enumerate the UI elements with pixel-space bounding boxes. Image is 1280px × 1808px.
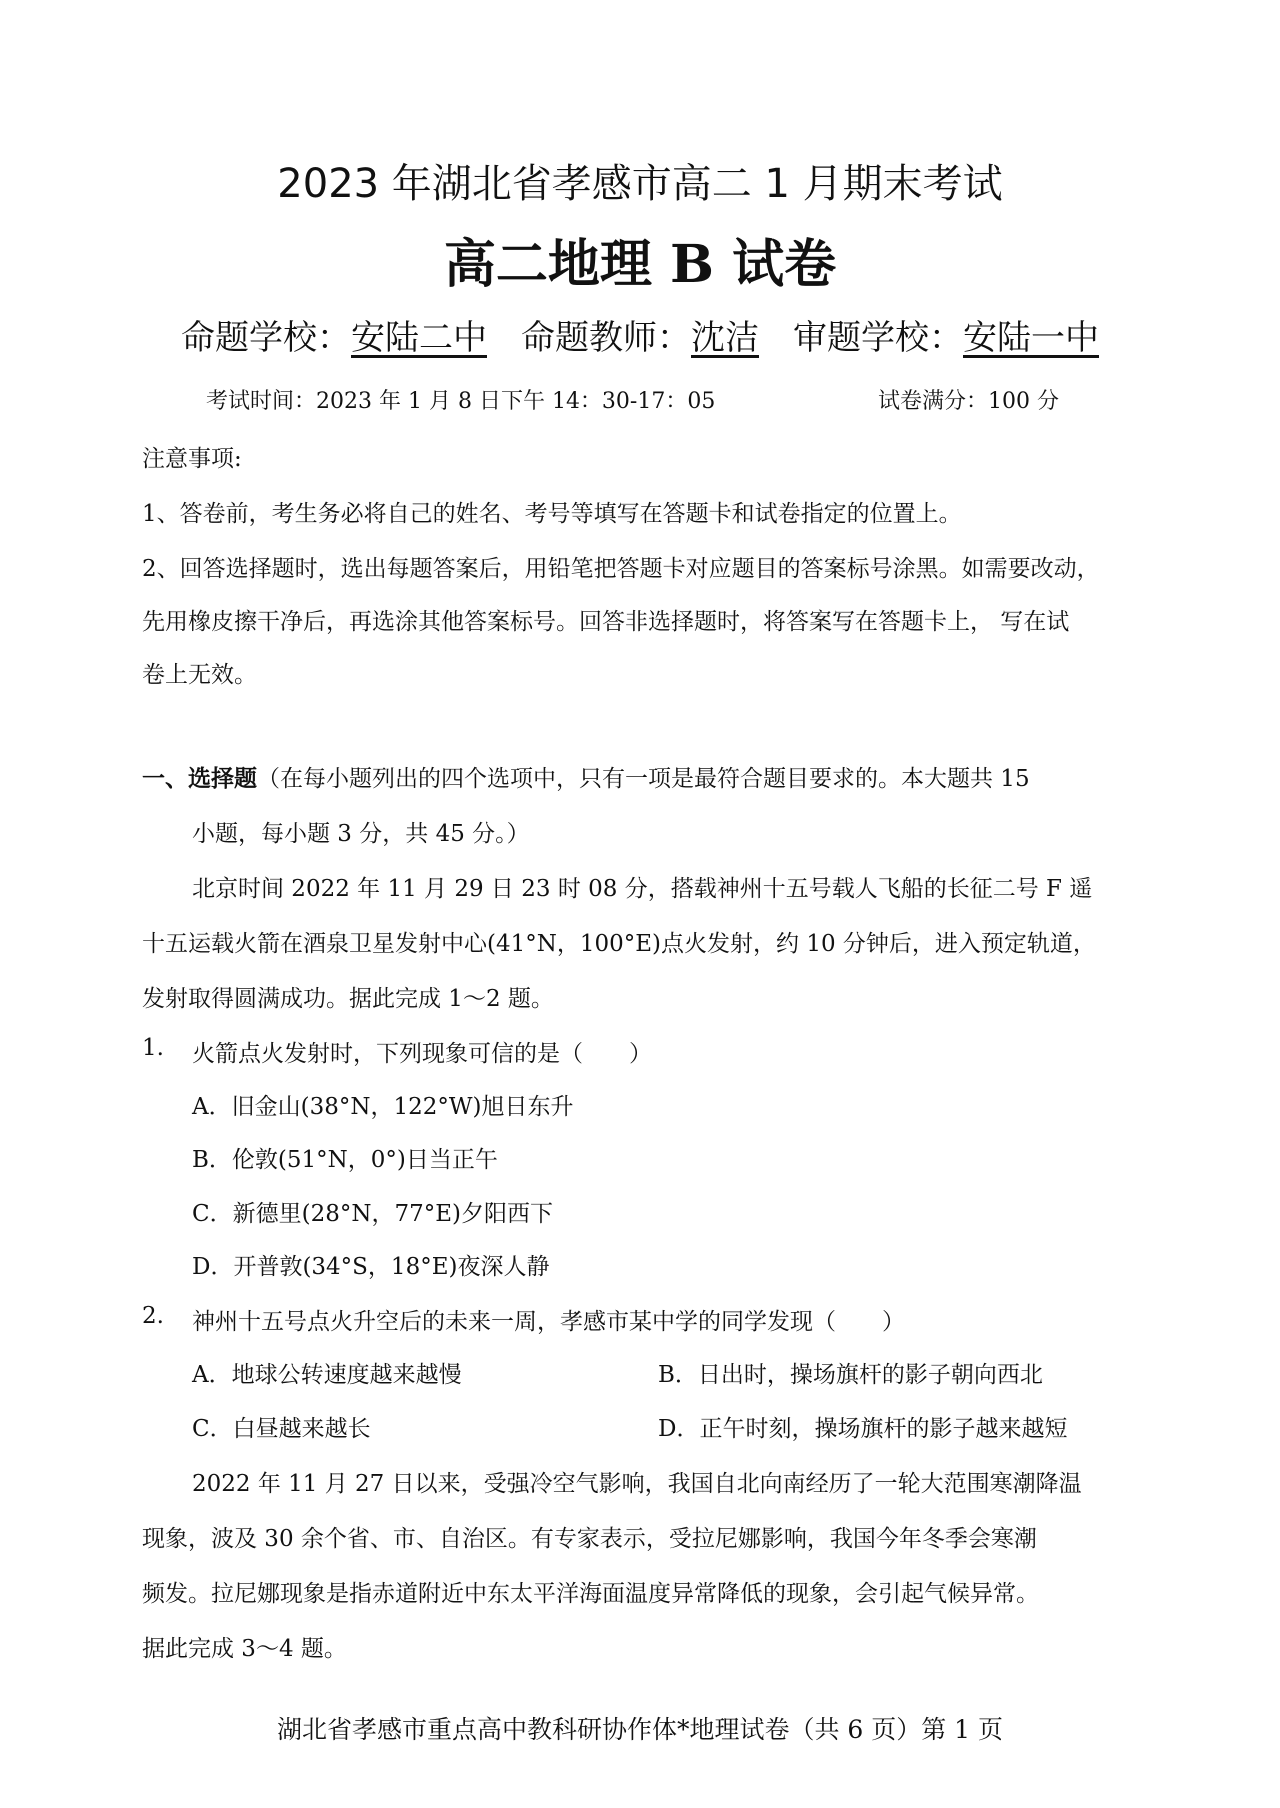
notice-item-2-line-2: 先用橡皮擦干净后，再选涂其他答案标号。回答非选择题时，将答案写在答题卡上， 写在试 <box>142 609 1070 635</box>
review-school: 安陆一中 <box>963 318 1099 358</box>
section-title: 一、选择题 <box>142 765 257 792</box>
notice-heading: 注意事项: <box>142 446 242 472</box>
exam-header-title: 2023 年湖北省孝感市高二 1 月期末考试 <box>277 161 1003 207</box>
proposition-school: 安陆二中 <box>351 318 487 358</box>
passage-1-line-2: 十五运载火箭在酒泉卫星发射中心(41°N，100°E)点火发射，约 10 分钟后，进入预定轨道， <box>142 931 1096 957</box>
question-1-stem: 火箭点火发射时，下列现象可信的是（ ） <box>192 1041 652 1067</box>
question-2-option-d: D．正午时刻，操场旗杆的影子越来越短 <box>658 1416 1068 1442</box>
passage-1-line-3: 发射取得圆满成功。据此完成 1～2 题。 <box>142 986 554 1012</box>
page-footer: 湖北省孝感市重点高中教科研协作体*地理试卷（共 6 页）第 1 页 <box>276 1715 1004 1744</box>
question-1-number: 1. <box>142 1035 164 1061</box>
notice-item-2-line-3: 卷上无效。 <box>142 662 257 688</box>
section-instruction-1: （在每小题列出的四个选项中，只有一项是最符合题目要求的。本大题共 15 <box>257 766 1030 792</box>
passage-2-line-1: 2022 年 11 月 27 日以来，受强冷空气影响，我国自北向南经历了一轮大范围寒潮降温 <box>192 1471 1082 1497</box>
section-instruction-2: 小题，每小题 3 分，共 45 分。） <box>192 821 530 847</box>
notice-item-1: 1、答卷前，考生务必将自己的姓名、考号等填写在答题卡和试卷指定的位置上。 <box>142 501 962 527</box>
question-1-option-d: D．开普敦(34°S，18°E)夜深人静 <box>192 1254 550 1280</box>
question-2-option-c: C．白昼越来越长 <box>192 1416 371 1442</box>
exam-time: 考试时间：2023 年 1 月 8 日下午 14：30-17：05 <box>206 389 716 414</box>
question-1-option-a: A．旧金山(38°N，122°W)旭日东升 <box>192 1094 574 1120</box>
question-2-number: 2. <box>142 1303 164 1329</box>
credits-line <box>0 310 1280 359</box>
notice-item-2-line-1: 2、回答选择题时，选出每题答案后，用铅笔把答题卡对应题目的答案标号涂黑。如需要改动， <box>142 556 1100 582</box>
proposition-teacher: 沈洁 <box>691 318 759 358</box>
passage-2-line-2: 现象，波及 30 余个省、市、自治区。有专家表示，受拉尼娜影响，我国今年冬季会寒潮 <box>142 1526 1037 1552</box>
question-2-option-a: A．地球公转速度越来越慢 <box>192 1362 462 1388</box>
passage-2-line-3: 频发。拉尼娜现象是指赤道附近中东太平洋海面温度异常降低的现象，会引起气候异常。 <box>142 1581 1039 1607</box>
question-1-option-b: B．伦敦(51°N，0°)日当正午 <box>192 1147 498 1173</box>
proposition-school-label: 命题学校： <box>181 318 351 358</box>
paper-title: 高二地理 B 试卷 <box>443 234 837 295</box>
proposition-teacher-label: 命题教师： <box>521 318 691 358</box>
section-heading <box>142 760 1030 793</box>
full-score: 试卷满分：100 分 <box>878 389 1059 414</box>
question-2-stem: 神州十五号点火升空后的未来一周，孝感市某中学的同学发现（ ） <box>192 1309 905 1335</box>
question-1-option-c: C．新德里(28°N，77°E)夕阳西下 <box>192 1201 553 1227</box>
passage-1-line-1: 北京时间 2022 年 11 月 29 日 23 时 08 分，搭载神州十五号载人飞船的长征二号 F 遥 <box>192 876 1093 902</box>
review-school-label: 审题学校： <box>793 318 963 358</box>
passage-2-line-4: 据此完成 3～4 题。 <box>142 1636 347 1662</box>
question-2-option-b: B．日出时，操场旗杆的影子朝向西北 <box>658 1362 1043 1388</box>
